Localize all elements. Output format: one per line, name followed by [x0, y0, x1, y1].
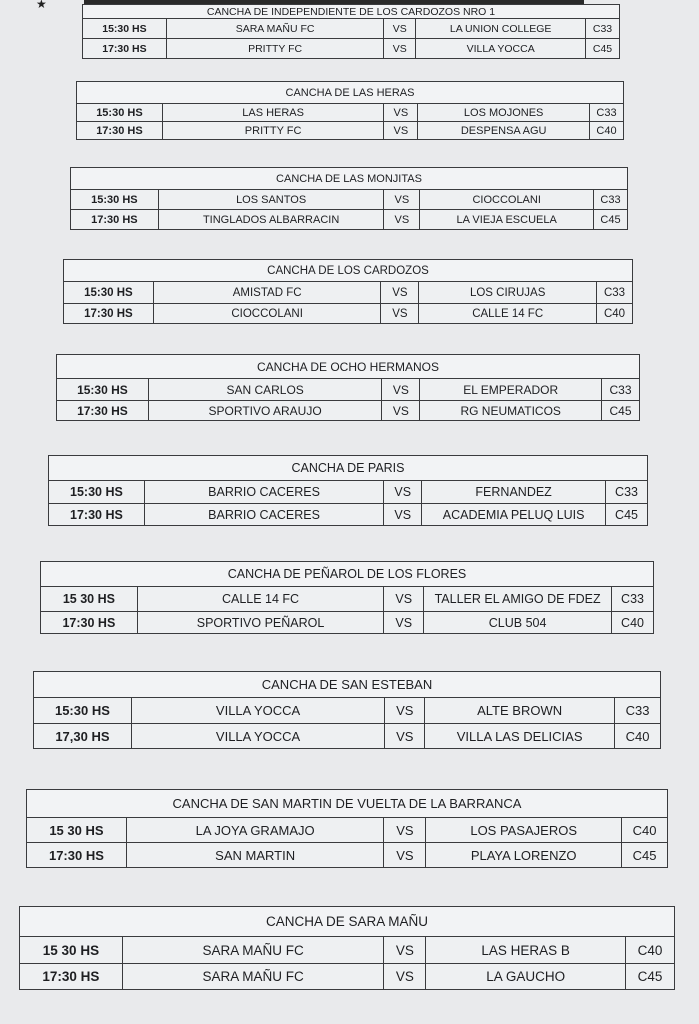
home-team: VILLA YOCCA	[131, 698, 384, 724]
field-title: CANCHA DE SAN ESTEBAN	[34, 672, 661, 698]
versus-label: VS	[384, 104, 418, 122]
away-team: PLAYA LORENZO	[426, 843, 622, 868]
match-time: 15:30 HS	[83, 19, 167, 39]
field-title: CANCHA DE OCHO HERMANOS	[57, 355, 640, 379]
match-time: 17:30 HS	[20, 964, 123, 990]
match-row	[34, 698, 661, 724]
versus-label: VS	[384, 19, 416, 39]
star-icon: ★	[36, 0, 47, 11]
home-team: PRITTY FC	[162, 122, 383, 140]
versus-label: VS	[384, 587, 424, 612]
match-row	[77, 122, 624, 140]
category: C40	[612, 612, 654, 634]
category: C40	[597, 304, 633, 324]
category: C40	[615, 724, 661, 749]
away-team: VILLA LAS DELICIAS	[425, 724, 615, 749]
match-time: 17:30 HS	[71, 210, 159, 230]
category: C33	[590, 104, 624, 122]
home-team: TINGLADOS ALBARRACIN	[158, 210, 384, 230]
away-team: LAS HERAS B	[426, 937, 626, 964]
field-schedule-block	[48, 455, 648, 526]
home-team: BARRIO CACERES	[144, 504, 383, 526]
field-schedule-block	[26, 789, 668, 868]
match-row	[20, 964, 675, 990]
versus-label: VS	[384, 964, 426, 990]
versus-label: VS	[384, 843, 426, 868]
field-title: CANCHA DE INDEPENDIENTE DE LOS CARDOZOS NRO 1	[83, 5, 620, 19]
category: C40	[590, 122, 624, 140]
away-team: LOS PASAJEROS	[426, 818, 622, 843]
away-team: ACADEMIA PELUQ LUIS	[422, 504, 606, 526]
category: C33	[586, 19, 620, 39]
home-team: PRITTY FC	[166, 39, 383, 59]
field-title: CANCHA DE PEÑAROL DE LOS FLORES	[41, 562, 654, 587]
field-schedule-block	[56, 354, 640, 421]
home-team: CALLE 14 FC	[137, 587, 383, 612]
match-time: 17:30 HS	[83, 39, 167, 59]
category: C45	[602, 401, 640, 421]
match-time: 15:30 HS	[71, 190, 159, 210]
away-team: CIOCCOLANI	[420, 190, 594, 210]
category: C45	[594, 210, 628, 230]
match-row	[41, 587, 654, 612]
category: C33	[615, 698, 661, 724]
away-team: CALLE 14 FC	[419, 304, 597, 324]
category: C45	[586, 39, 620, 59]
away-team: EL EMPERADOR	[420, 379, 602, 401]
match-time: 15:30 HS	[57, 379, 149, 401]
match-row	[20, 937, 675, 964]
home-team: SARA MAÑU FC	[122, 964, 384, 990]
home-team: VILLA YOCCA	[131, 724, 384, 749]
field-schedule-block	[19, 906, 675, 990]
away-team: LA GAUCHO	[426, 964, 626, 990]
category: C45	[626, 964, 675, 990]
match-row	[27, 818, 668, 843]
versus-label: VS	[381, 304, 419, 324]
match-row	[49, 504, 648, 526]
match-time: 17:30 HS	[77, 122, 163, 140]
match-time: 17:30 HS	[41, 612, 138, 634]
match-time: 15 30 HS	[41, 587, 138, 612]
field-schedule-block	[70, 167, 628, 230]
match-time: 15:30 HS	[77, 104, 163, 122]
versus-label: VS	[384, 504, 422, 526]
match-time: 17:30 HS	[57, 401, 149, 421]
match-row	[71, 190, 628, 210]
away-team: LOS CIRUJAS	[419, 282, 597, 304]
away-team: ALTE BROWN	[425, 698, 615, 724]
versus-label: VS	[381, 282, 419, 304]
match-row	[64, 282, 633, 304]
versus-label: VS	[384, 818, 426, 843]
home-team: SARA MAÑU FC	[166, 19, 383, 39]
match-time: 17,30 HS	[34, 724, 132, 749]
versus-label: VS	[384, 937, 426, 964]
match-row	[83, 19, 620, 39]
home-team: LAS HERAS	[162, 104, 383, 122]
category: C33	[602, 379, 640, 401]
versus-label: VS	[384, 122, 418, 140]
match-time: 15 30 HS	[27, 818, 127, 843]
field-schedule-block	[33, 671, 661, 749]
away-team: FERNANDEZ	[422, 481, 606, 504]
away-team: DESPENSA AGU	[418, 122, 590, 140]
match-row	[34, 724, 661, 749]
home-team: SPORTIVO PEÑAROL	[137, 612, 383, 634]
match-row	[71, 210, 628, 230]
away-team: LOS MOJONES	[418, 104, 590, 122]
home-team: LOS SANTOS	[158, 190, 384, 210]
home-team: SAN MARTIN	[126, 843, 384, 868]
match-row	[57, 379, 640, 401]
field-title: CANCHA DE SAN MARTIN DE VUELTA DE LA BARRANCA	[27, 790, 668, 818]
field-title: CANCHA DE PARIS	[49, 456, 648, 481]
category: C45	[622, 843, 668, 868]
match-row	[49, 481, 648, 504]
home-team: SPORTIVO ARAUJO	[148, 401, 382, 421]
away-team: LA VIEJA ESCUELA	[420, 210, 594, 230]
home-team: AMISTAD FC	[153, 282, 381, 304]
category: C40	[622, 818, 668, 843]
home-team: CIOCCOLANI	[153, 304, 381, 324]
match-row	[57, 401, 640, 421]
field-schedule-block	[76, 81, 624, 140]
match-time: 17:30 HS	[64, 304, 154, 324]
category: C33	[597, 282, 633, 304]
away-team: TALLER EL AMIGO DE FDEZ	[424, 587, 612, 612]
versus-label: VS	[384, 210, 420, 230]
versus-label: VS	[384, 39, 416, 59]
home-team: LA JOYA GRAMAJO	[126, 818, 384, 843]
category: C40	[626, 937, 675, 964]
versus-label: VS	[384, 612, 424, 634]
category: C33	[612, 587, 654, 612]
category: C33	[606, 481, 648, 504]
field-title: CANCHA DE LOS CARDOZOS	[64, 260, 633, 282]
versus-label: VS	[384, 190, 420, 210]
versus-label: VS	[382, 401, 420, 421]
match-time: 17:30 HS	[27, 843, 127, 868]
home-team: BARRIO CACERES	[144, 481, 383, 504]
field-schedule-block	[82, 4, 620, 59]
match-row	[27, 843, 668, 868]
match-row	[41, 612, 654, 634]
away-team: RG NEUMATICOS	[420, 401, 602, 421]
field-title: CANCHA DE LAS MONJITAS	[71, 168, 628, 190]
versus-label: VS	[385, 698, 425, 724]
versus-label: VS	[384, 481, 422, 504]
field-schedule-block	[40, 561, 654, 634]
away-team: CLUB 504	[424, 612, 612, 634]
category: C45	[606, 504, 648, 526]
home-team: SARA MAÑU FC	[122, 937, 384, 964]
match-time: 17:30 HS	[49, 504, 145, 526]
match-time: 15 30 HS	[20, 937, 123, 964]
match-time: 15:30 HS	[34, 698, 132, 724]
away-team: VILLA YOCCA	[416, 39, 586, 59]
match-row	[83, 39, 620, 59]
match-time: 15:30 HS	[64, 282, 154, 304]
away-team: LA UNION COLLEGE	[416, 19, 586, 39]
field-title: CANCHA DE SARA MAÑU	[20, 907, 675, 937]
match-time: 15:30 HS	[49, 481, 145, 504]
field-schedule-block	[63, 259, 633, 324]
versus-label: VS	[382, 379, 420, 401]
match-row	[77, 104, 624, 122]
field-title: CANCHA DE LAS HERAS	[77, 82, 624, 104]
category: C33	[594, 190, 628, 210]
versus-label: VS	[385, 724, 425, 749]
match-row	[64, 304, 633, 324]
home-team: SAN CARLOS	[148, 379, 382, 401]
